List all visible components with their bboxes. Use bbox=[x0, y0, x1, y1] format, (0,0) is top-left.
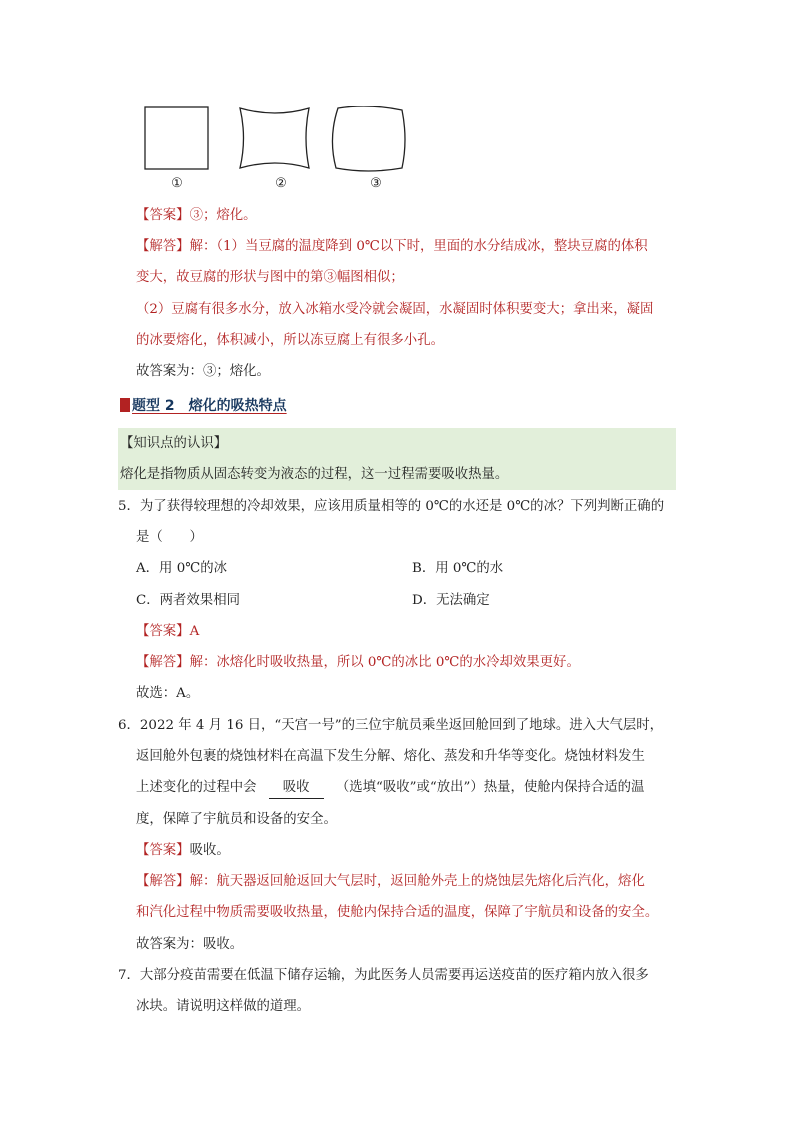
q5-option-c: C．两者效果相同 bbox=[136, 593, 240, 608]
q6-stem-line-2: 返回舱外包裹的烧蚀材料在高温下发生分解、熔化、蒸发和升华等变化。烧蚀材料发生 bbox=[136, 749, 645, 764]
section-marker bbox=[120, 398, 130, 412]
q5-option-b: B．用 0℃的水 bbox=[412, 561, 504, 576]
q4-answer bbox=[136, 206, 257, 226]
q6-stem-line-3-post: （选填“吸收”或“放出”）热量，使舱内保持合适的温 bbox=[335, 780, 645, 795]
analysis-tag: 【解答】 bbox=[136, 655, 190, 670]
answer-text: 吸收。 bbox=[189, 843, 230, 858]
analysis-text: 解：（1）当豆腐的温度降到 0℃以下时，里面的水分结成冰，整块豆腐的体积 bbox=[189, 239, 648, 254]
q6-stem-line-3-pre: 上述变化的过程中会 bbox=[136, 780, 257, 795]
analysis-text: 解：航天器返回舱返回大气层时，返回舱外壳上的烧蚀层先熔化后汽化，熔化 bbox=[189, 874, 645, 889]
q7-stem-line-2: 冰块。请说明这样做的道理。 bbox=[136, 999, 311, 1014]
q6-analysis-line-2: 和汽化过程中物质需要吸收热量，使舱内保持合适的温度，保障了宇航员和设备的安全。 bbox=[136, 905, 659, 920]
q6-analysis-line-1 bbox=[136, 872, 645, 892]
answer-text: A bbox=[189, 624, 200, 639]
q5-stem-line-1: 5．为了获得较理想的冷却效果，应该用质量相等的 0℃的水还是 0℃的冰？下列判断正确的 bbox=[118, 499, 665, 514]
square-shape bbox=[144, 106, 210, 170]
section-title-text: 题型 2 熔化的吸热特点 bbox=[132, 398, 287, 414]
q5-stem-line-2: 是（ ） bbox=[136, 530, 203, 545]
q5-option-d: D．无法确定 bbox=[412, 593, 490, 608]
q7-stem-line-1: 7．大部分疫苗需要在低温下储存运输，为此医务人员需要再运送疫苗的医疗箱内放入很多 bbox=[118, 968, 649, 983]
answer-tag: 【答案】 bbox=[136, 208, 190, 223]
q6-fill-blank: 吸收 bbox=[269, 778, 324, 799]
knowledge-text: 熔化是指物质从固态转变为液态的过程，这一过程需要吸收热量。 bbox=[120, 467, 509, 482]
figure-square bbox=[144, 106, 210, 170]
q5-option-a: A．用 0℃的冰 bbox=[136, 561, 227, 576]
q4-analysis-line-4: 的冰要熔化，体积减小，所以冻豆腐上有很多小孔。 bbox=[136, 333, 444, 348]
figure-convex bbox=[330, 106, 406, 172]
convex-shape bbox=[330, 106, 406, 172]
q4-analysis-line-3: （2）豆腐有很多水分，放入冰箱水受冷就会凝固，水凝固时体积要变大；拿出来，凝固 bbox=[136, 302, 654, 317]
answer-tag: 【答案】 bbox=[136, 843, 190, 858]
q5-final-answer: 故选：A。 bbox=[136, 686, 200, 701]
figure-label-3: ③ bbox=[370, 176, 382, 191]
figure-label-1: ① bbox=[171, 176, 183, 191]
concave-shape bbox=[238, 106, 312, 170]
figure-concave bbox=[238, 106, 312, 170]
q4-analysis-line-1 bbox=[136, 237, 648, 257]
figure-label-2: ② bbox=[275, 176, 287, 191]
q5-answer bbox=[136, 622, 199, 642]
analysis-tag: 【解答】 bbox=[136, 239, 190, 254]
q4-final-answer: 故答案为：③；熔化。 bbox=[136, 364, 270, 379]
q6-final-answer: 故答案为：吸收。 bbox=[136, 937, 244, 952]
section-title bbox=[120, 394, 287, 416]
analysis-text: 解：冰熔化时吸收热量，所以 0℃的冰比 0℃的水冷却效果更好。 bbox=[189, 655, 580, 670]
answer-text: ③；熔化。 bbox=[189, 208, 257, 223]
q6-answer bbox=[136, 841, 230, 861]
q6-stem-line-1: 6．2022 年 4 月 16 日，“天宫一号”的三位宇航员乘坐返回舱回到了地球。进入大气层时， bbox=[118, 718, 664, 733]
q5-analysis bbox=[136, 653, 580, 673]
q6-stem-line-4: 度，保障了宇航员和设备的安全。 bbox=[136, 812, 337, 827]
q4-analysis-line-2: 变大，故豆腐的形状与图中的第③幅图相似； bbox=[136, 270, 404, 285]
answer-tag: 【答案】 bbox=[136, 624, 190, 639]
q6-stem-line-3 bbox=[136, 778, 644, 799]
knowledge-header: 【知识点的认识】 bbox=[120, 436, 228, 451]
analysis-tag: 【解答】 bbox=[136, 874, 190, 889]
